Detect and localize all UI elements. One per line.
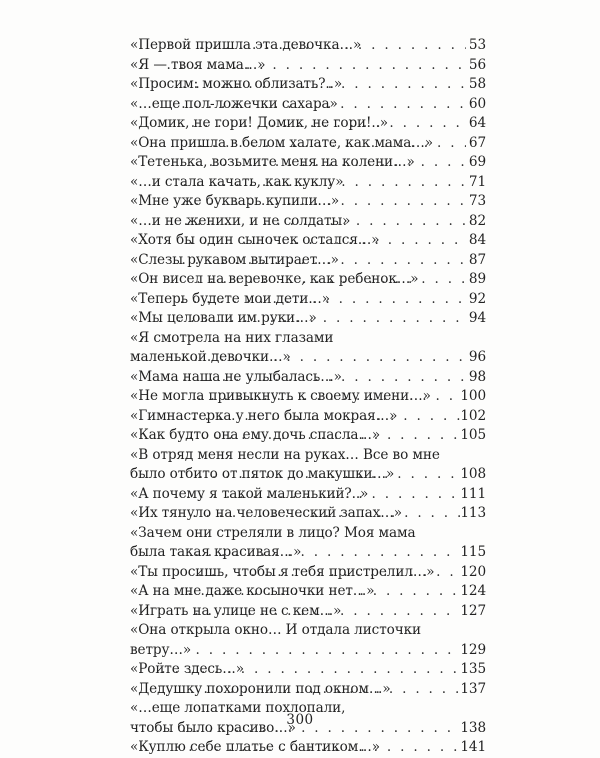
dot-leader xyxy=(182,485,460,505)
dot-leader xyxy=(178,368,466,388)
dot-leader xyxy=(178,75,466,95)
dot-leader xyxy=(176,348,466,368)
toc-entry-title-line: «В отряд меня несли на руках… Все во мне xyxy=(130,446,440,463)
toc-entry-title-line: маленькой девочки…» xyxy=(130,349,291,365)
toc-entry xyxy=(130,387,486,407)
toc-entry-title-line: «Ройте здесь…» xyxy=(130,661,244,677)
toc-entry-title-line: была такая красивая…» xyxy=(130,544,302,560)
toc-entry-title xyxy=(130,582,375,602)
toc-entry xyxy=(130,290,486,310)
toc-entry xyxy=(130,75,486,95)
toc-entry-title-line: «Домик, не гори! Домик, не гори!..» xyxy=(130,115,389,131)
dot-leader xyxy=(192,270,466,290)
toc-entry-title-line: «Теперь будете мои дети…» xyxy=(130,290,330,307)
toc-entry-title-line: «Ты просишь, чтобы я тебя пристрелил…» xyxy=(130,563,435,580)
toc-entry-page: 98 xyxy=(468,368,486,385)
toc-entry-page: 138 xyxy=(460,719,486,736)
toc-entry-title-line: чтобы было красиво…» xyxy=(130,719,296,736)
toc-entry xyxy=(130,114,486,134)
toc-entry-title xyxy=(130,270,419,290)
toc-entry-title-line: «Слезы рукавом вытирает…» xyxy=(130,251,339,268)
toc-entry xyxy=(130,134,486,154)
toc-entry-title-line: «Тетенька, возьмите меня на колени…» xyxy=(130,154,415,170)
toc-entry-page: 56 xyxy=(468,56,486,73)
toc-entry-page: 64 xyxy=(468,115,486,131)
toc-entry-page: 129 xyxy=(460,641,486,658)
toc-entry-page: 137 xyxy=(460,680,486,697)
toc-entry-title-line: «Он висел на веревочке, как ребенок…» xyxy=(130,271,419,287)
toc-entry-title-line: «…еще лопатками похлопали, xyxy=(130,700,346,716)
toc-entry-title-line: «Мы целовали им руки…» xyxy=(130,310,317,326)
toc-entry xyxy=(130,582,486,602)
toc-entry xyxy=(130,251,486,271)
toc-entry xyxy=(130,368,486,388)
dot-leader xyxy=(173,309,466,329)
toc-entry xyxy=(130,446,486,485)
toc-entry-page: 96 xyxy=(468,349,486,365)
toc-entry-title xyxy=(130,504,402,524)
dot-leader xyxy=(188,504,460,524)
dot-leader xyxy=(191,543,461,563)
dot-leader xyxy=(162,56,466,76)
toc-entry xyxy=(130,621,486,660)
dot-leader xyxy=(177,602,460,622)
toc-entry-title xyxy=(130,212,351,232)
toc-entry xyxy=(130,309,486,329)
toc-entry-title-line: «…и стала качать, как куклу» xyxy=(130,173,344,190)
dot-leader xyxy=(177,95,466,115)
toc-entry-title xyxy=(130,173,344,193)
toc-entry-title xyxy=(130,621,421,660)
toc-entry-page: 115 xyxy=(460,544,486,560)
toc-entry-title xyxy=(130,56,266,76)
toc-entry-page: 60 xyxy=(468,95,486,112)
toc-entry-page: 89 xyxy=(468,271,486,287)
toc-entry-title-line: ветру…» xyxy=(130,641,192,658)
toc-entry xyxy=(130,563,486,583)
dot-leader xyxy=(178,173,466,193)
dot-leader xyxy=(186,680,460,700)
page-number: 300 xyxy=(286,712,314,728)
toc-entry-title-line: «Первой пришла эта девочка…» xyxy=(130,37,362,53)
dot-leader xyxy=(195,134,466,154)
toc-entry xyxy=(130,173,486,193)
toc-entry-title xyxy=(130,368,342,388)
toc-entry xyxy=(130,485,486,505)
toc-entry xyxy=(130,153,486,173)
toc-entry-title xyxy=(130,309,317,329)
toc-entry-page: 141 xyxy=(460,739,486,755)
toc-entry-title-line: «Мне уже букварь купили…» xyxy=(130,193,340,209)
dot-leader xyxy=(183,582,460,602)
toc-entry-title-line: «А почему я такой маленький?..» xyxy=(130,485,369,502)
toc-entry-title xyxy=(130,329,334,368)
toc-entry-page: 53 xyxy=(468,37,486,53)
toc-entry-title-line: «Я смотрела на них глазами xyxy=(130,329,334,346)
toc-entry-title-line: «Я — твоя мама…» xyxy=(130,56,266,73)
toc-entry-page: 94 xyxy=(468,310,486,326)
dot-leader xyxy=(191,153,466,173)
toc-entry-page: 87 xyxy=(468,251,486,268)
toc-entry-title-line: «Гимнастерка у него была мокрая…» xyxy=(130,407,398,424)
toc-entry-title-line: «А на мне даже косыночки нет…» xyxy=(130,583,375,599)
toc-entry-title-line: «…еще пол-ложечки сахара» xyxy=(130,95,338,112)
toc-entry-title xyxy=(130,563,435,583)
toc-entry-page: 69 xyxy=(468,154,486,170)
toc-entry xyxy=(130,524,486,563)
dot-leader xyxy=(184,426,460,446)
toc-entry xyxy=(130,426,486,446)
dot-leader xyxy=(157,660,460,680)
dot-leader xyxy=(177,251,466,271)
toc-entry-title-line: «Играть на улице не с кем…» xyxy=(130,602,342,619)
toc-entry-page: 113 xyxy=(460,505,486,521)
toc-entry-title xyxy=(130,290,330,310)
toc-entry-page: 120 xyxy=(460,563,486,580)
toc-entry xyxy=(130,212,486,232)
dot-leader xyxy=(182,36,466,56)
toc-entry-page: 100 xyxy=(460,388,486,404)
toc-entry-page: 92 xyxy=(468,290,486,307)
dot-leader xyxy=(195,465,461,485)
toc-entry-title-line: «Хотя бы один сыночек остался…» xyxy=(130,232,380,248)
toc-entry-title xyxy=(130,36,362,56)
toc-entry-page: 111 xyxy=(460,485,486,502)
toc-entry xyxy=(130,660,486,680)
toc-entry-title xyxy=(130,192,340,212)
toc-entry-page: 71 xyxy=(468,173,486,190)
toc-entry-title xyxy=(130,95,338,115)
dot-leader xyxy=(180,212,466,232)
toc-entry-title-line: «…и не женихи, и не солдаты» xyxy=(130,212,351,229)
toc-entry-title xyxy=(130,602,342,622)
toc-entry-title xyxy=(130,426,381,446)
toc-entry xyxy=(130,738,486,758)
toc-entry xyxy=(130,36,486,56)
toc-entry-title xyxy=(130,407,398,427)
toc-entry xyxy=(130,329,486,368)
toc-entry-page: 102 xyxy=(460,407,486,424)
dot-leader xyxy=(176,290,466,310)
toc-entry-title xyxy=(130,660,244,680)
toc-entry-title xyxy=(130,153,415,173)
dot-leader xyxy=(191,641,460,661)
toc-entry-title-line: «Она открыла окно… И отдала листочки xyxy=(130,622,421,638)
toc-entry-title-line: было отбито от пяток до макушки…» xyxy=(130,466,395,482)
toc-entry xyxy=(130,56,486,76)
dot-leader xyxy=(194,563,461,583)
toc-entry-title-line: «Их тянуло на человеческий запах…» xyxy=(130,505,402,521)
toc-entry-title xyxy=(130,251,339,271)
toc-entry xyxy=(130,95,486,115)
toc-entry-page: 105 xyxy=(460,427,486,443)
toc-entry xyxy=(130,504,486,524)
toc-entry-page: 124 xyxy=(460,583,486,599)
toc-entry xyxy=(130,407,486,427)
toc-entry xyxy=(130,192,486,212)
toc-entry-page: 84 xyxy=(468,232,486,248)
toc-entry-page: 67 xyxy=(468,134,486,151)
toc-entry-title-line: «Как будто она ему дочь спасла…» xyxy=(130,427,381,443)
dot-leader xyxy=(193,387,460,407)
toc-entry-title xyxy=(130,485,369,505)
toc-entry xyxy=(130,270,486,290)
dot-leader xyxy=(187,407,460,427)
toc-entry xyxy=(130,680,486,700)
toc-entry-title-line: «Она пришла в белом халате, как мама…» xyxy=(130,134,433,151)
toc-entry-page: 58 xyxy=(468,76,486,92)
toc-entry-page: 108 xyxy=(460,466,486,482)
toc-entry xyxy=(130,602,486,622)
table-of-contents xyxy=(130,36,486,758)
toc-entry-title xyxy=(130,680,391,700)
toc-entry-title-line: «Зачем они стреляли в лицо? Моя мама xyxy=(130,524,416,541)
toc-entry-title-line: «Дедушку похоронили под окном…» xyxy=(130,680,391,697)
toc-entry-page: 73 xyxy=(468,193,486,209)
toc-entry-title-line: «Не могла привыкнуть к своему имени…» xyxy=(130,388,431,404)
toc-entry-title xyxy=(130,114,389,134)
toc-entry-title xyxy=(130,446,440,485)
toc-entry-page: 82 xyxy=(468,212,486,229)
dot-leader xyxy=(178,192,466,212)
dot-leader xyxy=(184,738,460,758)
toc-entry-title-line: «Мама наша не улыбалась…» xyxy=(130,368,342,385)
toc-entry-title xyxy=(130,387,431,407)
toc-entry-title xyxy=(130,231,380,251)
toc-entry-page: 135 xyxy=(460,661,486,677)
toc-entry-title-line: «Куплю себе платье с бантиком…» xyxy=(130,739,380,755)
toc-entry-title xyxy=(130,738,380,758)
toc-entry-page: 127 xyxy=(460,602,486,619)
toc-entry-title xyxy=(130,524,416,563)
toc-entry xyxy=(130,231,486,251)
toc-entry-title xyxy=(130,134,433,154)
toc-entry-title xyxy=(130,75,343,95)
toc-entry-title-line: «Просим: можно облизать?..» xyxy=(130,76,343,92)
dot-leader xyxy=(185,231,466,251)
dot-leader xyxy=(187,114,466,134)
